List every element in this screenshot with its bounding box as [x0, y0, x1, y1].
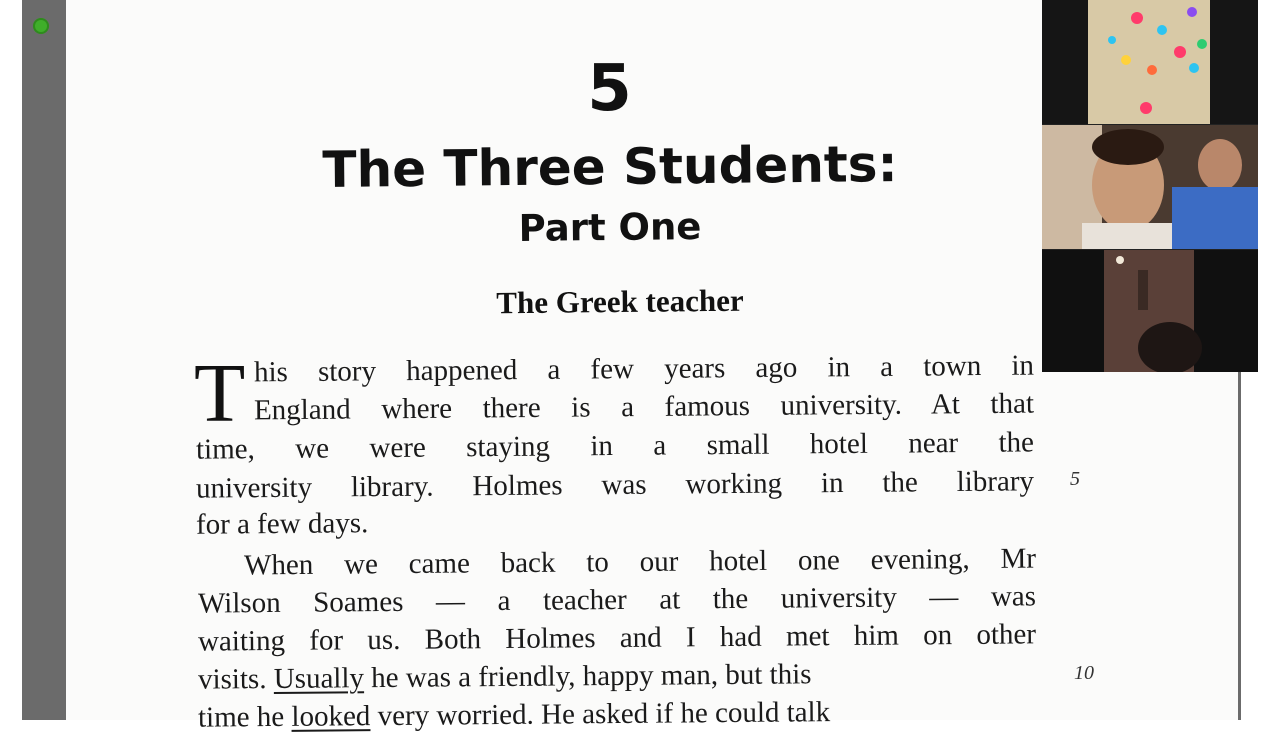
line-number: 5 — [1070, 468, 1080, 490]
text-line-7: Wilson Soames — a teacher at the university — was — [197, 580, 1037, 620]
left-sidebar — [22, 0, 66, 720]
drop-cap: T — [194, 347, 246, 440]
video-tile-2[interactable] — [1042, 125, 1258, 249]
video-panel — [1042, 0, 1258, 372]
video-feed-3 — [1042, 250, 1258, 372]
text-fragment: very worried. He asked if he could talk — [377, 696, 831, 733]
text-line-4: university library. Holmes was working in the library — [195, 465, 1035, 505]
text-line-1: his story happened a few years ago in a town in — [253, 349, 1035, 389]
underlined-word: Usually — [273, 662, 365, 695]
text-fragment: he was a friendly, happy man, but this — [371, 658, 812, 695]
text-fragment: visits. — [197, 663, 267, 696]
right-divider — [1238, 370, 1241, 720]
text-fragment: time he — [197, 700, 285, 734]
status-indicator-icon[interactable] — [33, 18, 49, 34]
text-line-10 — [198, 694, 1036, 734]
text-line-5: for a few days. — [195, 507, 369, 541]
text-line-6: When we came back to our hotel one evening, Mr — [243, 542, 1037, 582]
chapter-subtitle: Part One — [518, 205, 702, 250]
text-line-3: time, we were staying in a small hotel near the — [195, 426, 1035, 466]
video-tile-3[interactable] — [1042, 250, 1258, 372]
chapter-number: 5 — [587, 52, 633, 126]
section-heading: The Greek teacher — [496, 282, 744, 321]
underlined-word: looked — [291, 700, 371, 733]
chapter-title: The Three Students: — [322, 134, 898, 200]
line-number: 10 — [1074, 662, 1094, 684]
video-feed-1 — [1042, 0, 1258, 124]
video-tile-1[interactable] — [1042, 0, 1258, 124]
left-margin — [0, 0, 22, 720]
text-line-8: waiting for us. Both Holmes and I had met him on other — [197, 618, 1037, 658]
video-feed-2 — [1042, 125, 1258, 249]
text-line-2: England where there is a famous university. At that — [253, 387, 1035, 427]
